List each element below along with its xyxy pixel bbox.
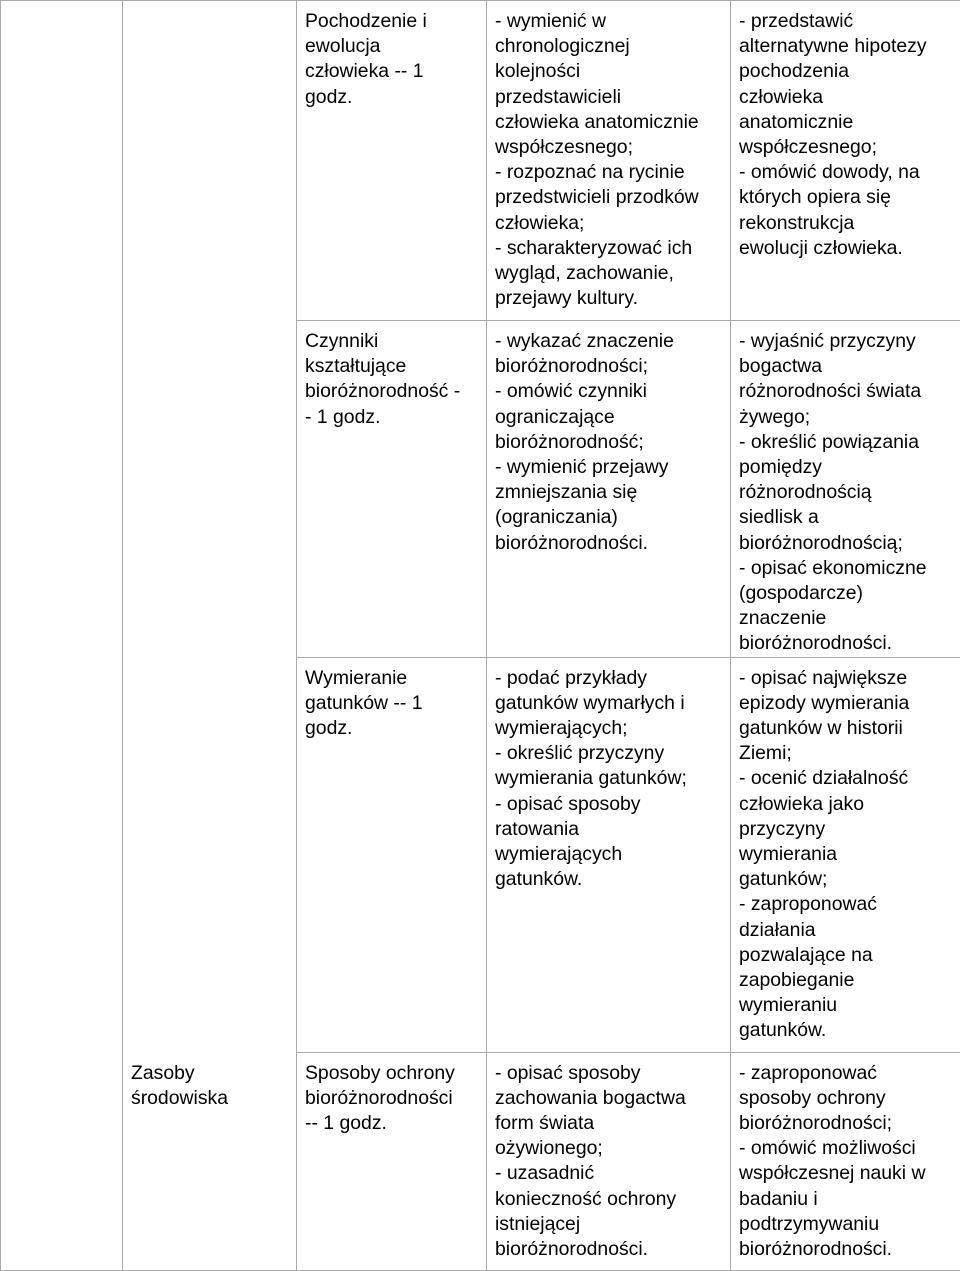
lesson-cell: Sposoby ochrony bioróżnorodności -- 1 godz. <box>297 1052 487 1270</box>
basic-requirements-cell: - wykazać znaczenie bioróżnorodności; - omówić czynniki ograniczające bioróżnorodność; - wymienić przejawy zmniejszania się (ograniczania) bioróżnorodności. <box>487 321 731 658</box>
lesson-cell: Czynniki kształtujące bioróżnorodność - - 1 godz. <box>297 321 487 658</box>
basic-requirements-cell: - wymienić w chronologicznej kolejności przedstawicieli człowieka anatomicznie współczesnego; - rozpoznać na rycinie przedstwicieli przodków człowieka; - scharakteryzować ich wygląd, zachowanie, przejawy kultury. <box>487 1 731 321</box>
extended-requirements-cell: - przedstawić alternatywne hipotezy pochodzenia człowieka anatomicznie współczesnego; - omówić dowody, na których opiera się rekonstrukcja ewolucji człowieka. <box>731 1 960 321</box>
topic-cell: Zasoby środowiska <box>123 1 297 1271</box>
extended-requirements-cell: - zaproponować sposoby ochrony bioróżnorodności; - omówić możliwości współczesnej nauki w badaniu i podtrzymywaniu bioróżnorodności. <box>731 1052 960 1270</box>
basic-requirements-cell: - podać przykłady gatunków wymarłych i wymierających; - określić przyczyny wymierania gatunków; - opisać sposoby ratowania wymierających gatunków. <box>487 657 731 1052</box>
extended-requirements-cell: - opisać największe epizody wymierania gatunków w historii Ziemi; - ocenić działalność człowieka jako przyczyny wymierania gatunków; - zaproponować działania pozwalające na zapobieganie wymieraniu gatunków. <box>731 657 960 1052</box>
table-row <box>1 1 960 321</box>
extended-requirements-cell: - wyjaśnić przyczyny bogactwa różnorodności świata żywego; - określić powiązania pomiędzy różnorodnością siedlisk a bioróżnorodnością; - opisać ekonomiczne (gospodarcze) znaczenie bioróżnorodności. <box>731 321 960 658</box>
lesson-cell: Pochodzenie i ewolucja człowieka -- 1 godz. <box>297 1 487 321</box>
lesson-cell: Wymieranie gatunków -- 1 godz. <box>297 657 487 1052</box>
empty-cell <box>1 1 123 1271</box>
basic-requirements-cell: - opisać sposoby zachowania bogactwa form świata ożywionego; - uzasadnić konieczność ochrony istniejącej bioróżnorodności. <box>487 1052 731 1270</box>
